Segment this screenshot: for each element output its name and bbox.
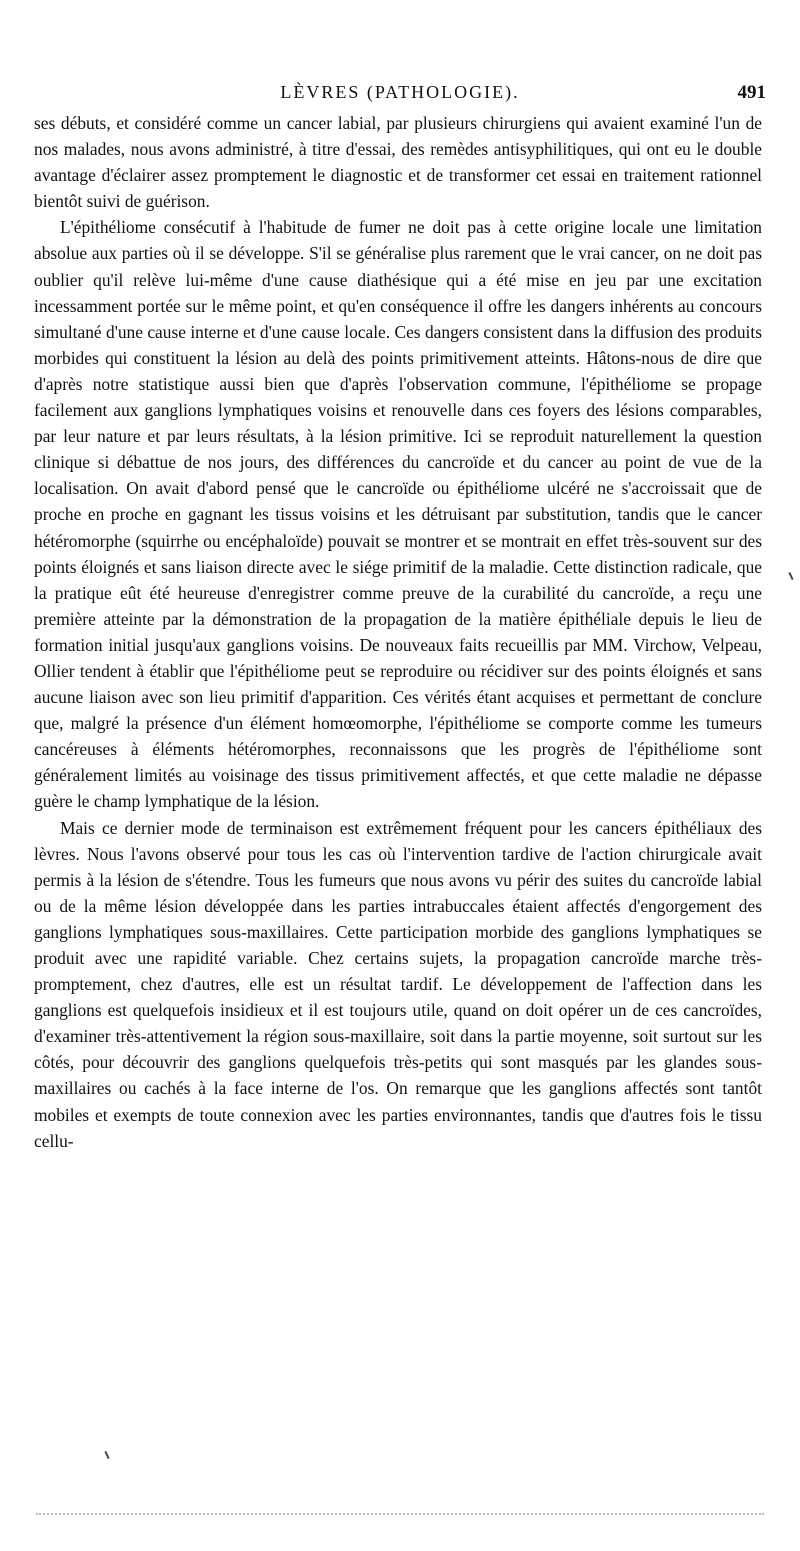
ink-speck	[104, 1451, 109, 1459]
paragraph-terminaison: Mais ce dernier mode de terminaison est extrêmement fréquent pour les cancers épithéliaux des lèvres. Nous l'avons observé pour tous les cas où l'intervention tardive de l'action chirurgicale avait permis à la lésion de s'étendre. Tous les fumeurs que nous avons vu périr des suites du cancroïde labial ou de la même lésion développée dans les parties intrabuccales étaient affectés d'engorgement des ganglions lymphatiques sous-maxillaires. Cette participation morbide des ganglions lymphatiques se produit avec une rapidité variable. Chez certains sujets, la propagation cancroïde marche très-promptement, chez d'autres, elle est un résultat tardif. Le développement de l'affection dans les ganglions est quelquefois insidieux et il est toujours utile, quand on doit opérer un de ces cancroïdes, d'examiner très-attentivement la région sous-maxillaire, soit dans la partie moyenne, soit surtout sur les côtés, pour découvrir des ganglions quelquefois très-petits qui sont masqués par les glandes sous-maxillaires ou cachés à la face interne de l'os. On remarque que les ganglions affectés sont tantôt mobiles et exempts de toute connexion avec les parties environnantes, tandis que d'autres fois le tissu cellu-	[34, 817, 762, 1151]
footer-dotted-rule	[36, 1513, 764, 1515]
paragraph-epitheliome: L'épithéliome consécutif à l'habitude de fumer ne doit pas à cette origine locale une limitation absolue aux parties où il se développe. S'il se généralise plus rarement que le vrai cancer, on ne doit pas oublier qu'il relève lui-même d'une cause diathésique qui a été mise en jeu par une excitation incessamment portée sur le même point, et qu'en conséquence il offre les dangers inhérents au concours simultané d'une cause interne et d'une cause locale. Ces dangers consistent dans la diffusion des produits morbides qui constituent la lésion au delà des points primitivement atteints. Hâtons-nous de dire que d'après notre statistique aussi bien que d'après l'observation commune, l'épithéliome se propage facilement aux ganglions lymphatiques voisins et renouvelle dans ces foyers des lésions comparables, par leur nature et par leurs résultats, à la lésion primitive. Ici se reproduit naturellement la question clinique si débattue de nos jours, des différences du cancroïde et du cancer au point de vue de la localisation. On avait d'abord pensé que le cancroïde ou épithéliome ulcéré ne s'accroissait que de proche en proche en gagnant les tissus voisins et les détruisant par substitution, tandis que le cancer hétéromorphe (squirrhe ou encéphaloïde) pouvait se montrer et se montrait en effet très-souvent sur des points éloignés et sans liaison directe avec le siége primitif de la maladie. Cette distinction radicale, que la pratique eût été heureuse d'enregistrer comme preuve de la curabilité du cancroïde, a reçu une première atteinte par la démonstration de la propagation de la matière épithéliale depuis le lieu de formation initial jusqu'aux ganglions voisins. De nouveaux faits recueillis par MM. Virchow, Velpeau, Ollier tendent à établir que l'épithéliome peut se reproduire ou récidiver sur des points éloignés et sans aucune liaison avec son lieu primitif d'apparition. Ces vérités étant acquises et permettant de conclure que, malgré la présence d'un élément homœomorphe, l'épithéliome se comporte comme les tumeurs cancéreuses à éléments hétéromorphes, reconnaissons que les progrès de l'épithéliome sont généralement limités au voisinage des tissus primitivement affectés, et que cette maladie ne dépasse guère le champ lymphatique de la lésion.	[34, 217, 762, 812]
running-title: LÈVRES (PATHOLOGIE).	[280, 82, 520, 102]
body-text	[34, 110, 762, 1154]
ink-speck	[788, 572, 793, 580]
running-head	[34, 82, 766, 112]
paragraph-continuation: ses débuts, et considéré comme un cancer labial, par plusieurs chirurgiens qui avaient examiné l'un de nos malades, nous avons administré, à titre d'essai, des remèdes antisyphilitiques, qui ont eu le double avantage d'éclairer assez promptement le diagnostic et de transformer cet essai en traitement rationnel bientôt suivi de guérison.	[34, 113, 762, 212]
page-number: 491	[737, 82, 766, 103]
